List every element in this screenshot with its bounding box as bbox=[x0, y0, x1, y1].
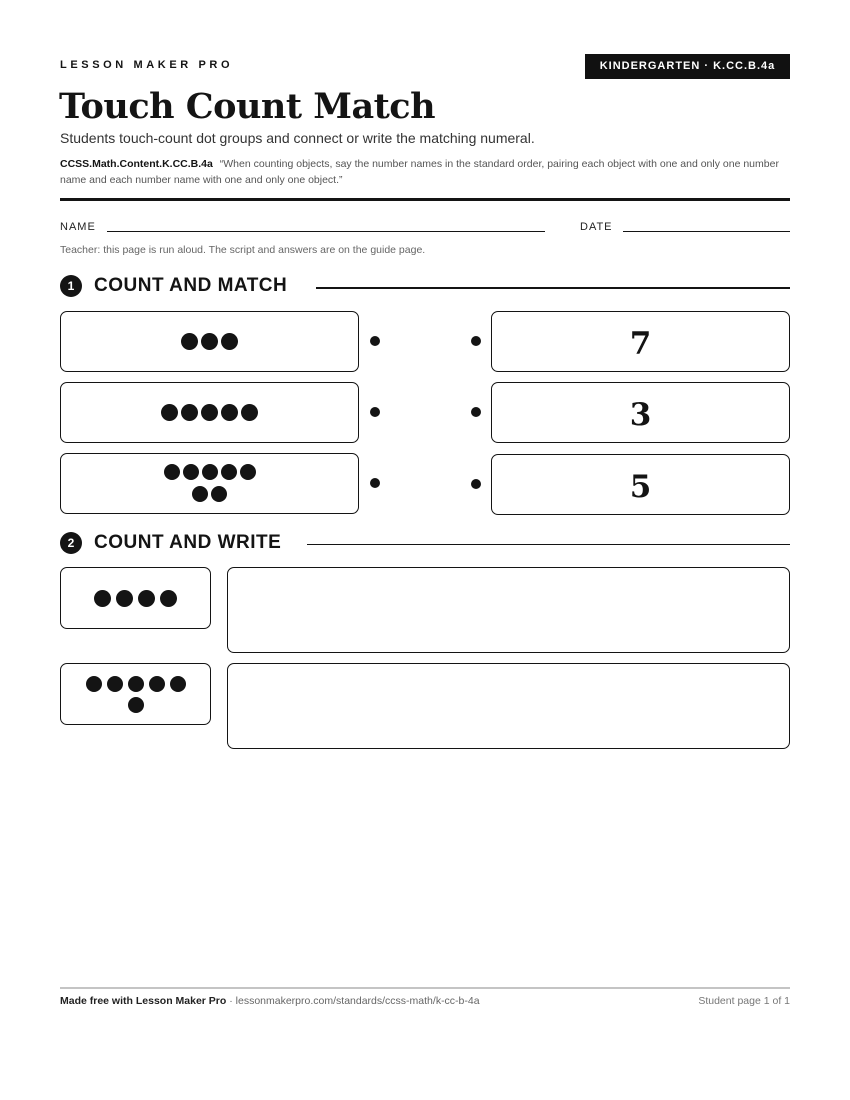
count-dot bbox=[241, 404, 258, 421]
dot-row bbox=[61, 404, 358, 421]
section-divider bbox=[316, 287, 790, 289]
answer-write-box[interactable] bbox=[227, 663, 790, 749]
dot-row bbox=[61, 464, 358, 480]
count-dot bbox=[221, 333, 238, 350]
match-connector-right[interactable] bbox=[471, 479, 481, 489]
count-dot bbox=[183, 464, 199, 480]
dot-group-card bbox=[60, 567, 211, 629]
count-dot bbox=[201, 404, 218, 421]
count-dot bbox=[107, 676, 123, 692]
match-connector-left[interactable] bbox=[370, 478, 380, 488]
count-dot bbox=[202, 464, 218, 480]
count-dot bbox=[201, 333, 218, 350]
count-dot bbox=[192, 486, 208, 502]
standard-code: CCSS.Math.Content.K.CC.B.4a bbox=[60, 158, 213, 170]
numeral-card bbox=[491, 311, 790, 372]
dot-group-card bbox=[60, 311, 359, 372]
numeral-card bbox=[491, 454, 790, 515]
numeral: 3 bbox=[629, 397, 652, 433]
made-with-text: Made free with Lesson Maker Pro bbox=[60, 995, 227, 1007]
match-connector-left[interactable] bbox=[370, 407, 380, 417]
standard-description bbox=[60, 156, 790, 188]
header-divider bbox=[60, 198, 790, 201]
numeral: 5 bbox=[629, 469, 652, 505]
page-title: Touch Count Match bbox=[59, 86, 436, 127]
brand-name: LESSON MAKER PRO bbox=[60, 59, 234, 71]
dot-row bbox=[61, 333, 358, 350]
dot-row bbox=[61, 590, 210, 607]
section-number-badge: 1 bbox=[60, 275, 82, 297]
dot-group-card bbox=[60, 453, 359, 514]
count-dot bbox=[94, 590, 111, 607]
count-dot bbox=[116, 590, 133, 607]
section-2-heading bbox=[60, 532, 281, 554]
section-number-badge: 2 bbox=[60, 532, 82, 554]
footer-url[interactable]: lessonmakerpro.com/standards/ccss-math/k-cc-b-4a bbox=[235, 995, 480, 1007]
grade-standard-badge: KINDERGARTEN · K.CC.B.4a bbox=[585, 54, 790, 79]
count-dot bbox=[160, 590, 177, 607]
count-dot bbox=[128, 676, 144, 692]
date-line[interactable] bbox=[623, 231, 790, 232]
name-label: NAME bbox=[60, 221, 96, 233]
match-connector-right[interactable] bbox=[471, 407, 481, 417]
numeral-card bbox=[491, 382, 790, 443]
match-connector-left[interactable] bbox=[370, 336, 380, 346]
footer-credit bbox=[60, 995, 480, 1007]
count-dot bbox=[170, 676, 186, 692]
teacher-note: Teacher: this page is run aloud. The script and answers are on the guide page. bbox=[60, 244, 426, 256]
dot-row bbox=[61, 676, 210, 692]
page-subtitle: Students touch-count dot groups and connect or write the matching numeral. bbox=[60, 130, 535, 146]
count-dot bbox=[138, 590, 155, 607]
match-connector-right[interactable] bbox=[471, 336, 481, 346]
count-dot bbox=[240, 464, 256, 480]
page-number: Student page 1 of 1 bbox=[698, 995, 790, 1007]
count-dot bbox=[181, 404, 198, 421]
name-line[interactable] bbox=[107, 231, 545, 232]
dot-row bbox=[61, 697, 210, 713]
footer-separator: · bbox=[226, 995, 236, 1007]
count-dot bbox=[164, 464, 180, 480]
count-dot bbox=[128, 697, 144, 713]
section-title: COUNT AND WRITE bbox=[94, 532, 282, 553]
date-label: DATE bbox=[580, 221, 613, 233]
dot-group-card bbox=[60, 663, 211, 725]
footer-divider bbox=[60, 987, 790, 989]
count-dot bbox=[181, 333, 198, 350]
answer-write-box[interactable] bbox=[227, 567, 790, 653]
standard-text: “When counting objects, say the number names in the standard order, pairing each object with one and only one number name and each number name with one and only one object.” bbox=[60, 158, 779, 186]
numeral: 7 bbox=[629, 326, 652, 362]
count-dot bbox=[86, 676, 102, 692]
count-dot bbox=[211, 486, 227, 502]
dot-group-card bbox=[60, 382, 359, 443]
count-dot bbox=[221, 404, 238, 421]
count-dot bbox=[149, 676, 165, 692]
section-title: COUNT AND MATCH bbox=[94, 275, 288, 296]
count-dot bbox=[221, 464, 237, 480]
section-1-heading bbox=[60, 275, 287, 297]
dot-row bbox=[61, 486, 358, 502]
section-divider bbox=[307, 544, 790, 545]
count-dot bbox=[161, 404, 178, 421]
